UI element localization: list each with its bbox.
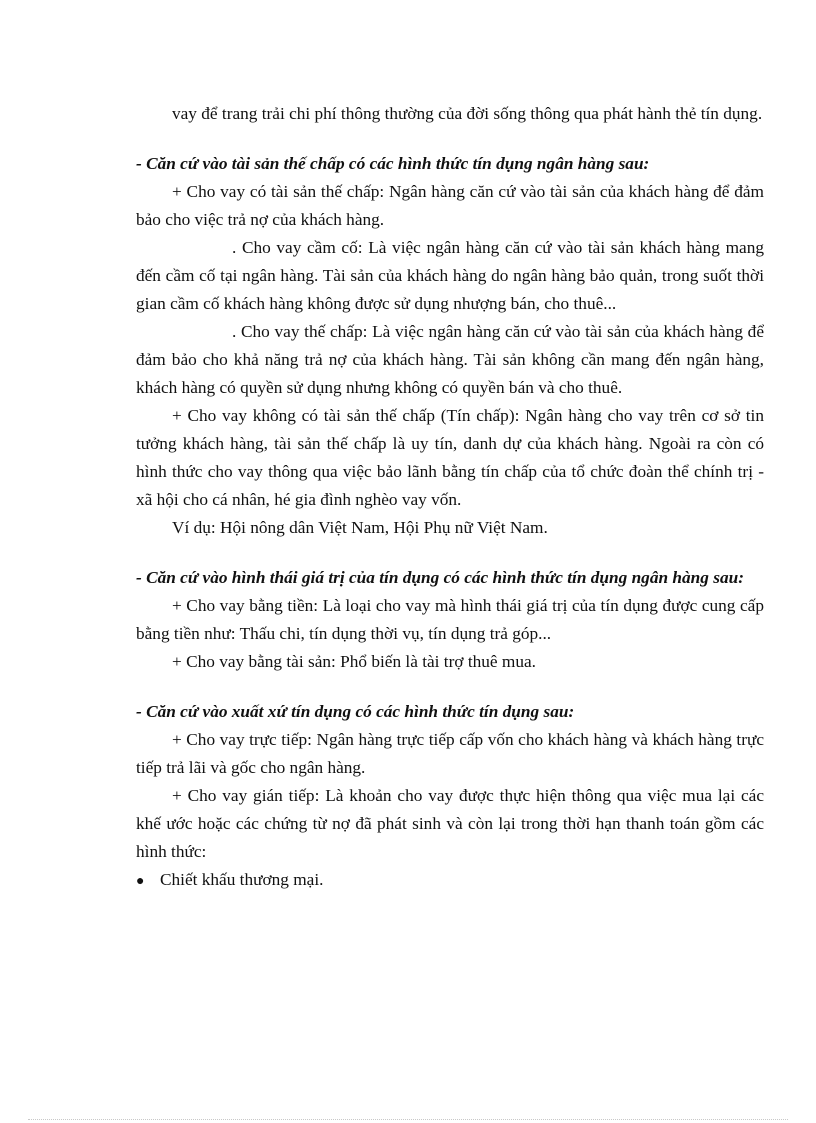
paragraph-secured-loan: + Cho vay có tài sản thế chấp: Ngân hàng căn cứ vào tài sản của khách hàng để đảm bảo cho việc trả nợ của khách hàng.: [136, 182, 764, 229]
paragraph-asset-loan: + Cho vay bằng tài sản: Phổ biến là tài trợ thuê mua.: [172, 652, 536, 671]
paragraph-indirect-loan: + Cho vay gián tiếp: Là khoản cho vay được thực hiện thông qua việc mua lại các khế ước hoặc các chứng từ nợ đã phát sinh và còn lại trong thời hạn thanh toán gồm các hình thức:: [136, 786, 764, 861]
heading-collateral: - Căn cứ vào tài sản thế chấp có các hình thức tín dụng ngân hàng sau:: [136, 154, 650, 173]
paragraph-mortgage-loan: . Cho vay thế chấp: Là việc ngân hàng căn cứ vào tài sản của khách hàng để đảm bảo cho khả năng trả nợ của khách hàng. Tài sản không cần mang đến ngân hàng, khách hàng có quyền sử dụng nhưng không có quyền bán và cho thuê.: [136, 322, 764, 397]
bullet-icon: ●: [136, 874, 145, 889]
paragraph-cash-loan: + Cho vay bằng tiền: Là loại cho vay mà hình thái giá trị của tín dụng được cung cấp bằng tiền như: Thấu chi, tín dụng thời vụ, tín dụng trả góp...: [136, 596, 764, 643]
paragraph-credit-card: vay để trang trải chi phí thông thường của đời sống thông qua phát hành thẻ tín dụng.: [172, 104, 763, 123]
list-item: [136, 866, 764, 896]
document-page: [136, 100, 764, 896]
page-footer-divider: [28, 1119, 788, 1120]
heading-origin: - Căn cứ vào xuất xứ tín dụng có các hình thức tín dụng sau:: [136, 702, 575, 721]
list-item-text: Chiết khấu thương mại.: [160, 870, 324, 889]
paragraph-example: Ví dụ: Hội nông dân Việt Nam, Hội Phụ nữ Việt Nam.: [172, 518, 548, 537]
paragraph-direct-loan: + Cho vay trực tiếp: Ngân hàng trực tiếp cấp vốn cho khách hàng và khách hàng trực tiếp trả lãi và gốc cho ngân hàng.: [136, 730, 764, 777]
paragraph-unsecured-loan: + Cho vay không có tài sản thế chấp (Tín chấp): Ngân hàng cho vay trên cơ sở tin tưởng khách hàng, tài sản thế chấp là uy tín, danh dự của khách hàng. Ngoài ra còn có hình thức cho vay thông qua việc bảo lãnh bằng tín chấp của tổ chức đoàn thể chính trị - xã hội cho cá nhân, hé gia đình nghèo vay vốn.: [136, 406, 764, 509]
paragraph-pledge-loan: . Cho vay cầm cố: Là việc ngân hàng căn cứ vào tài sản khách hàng mang đến cầm cố tại ngân hàng. Tài sản của khách hàng do ngân hàng bảo quản, trong suốt thời gian cầm cố khách hàng không được sử dụng nhượng bán, cho thuê...: [136, 238, 764, 313]
heading-value-form: - Căn cứ vào hình thái giá trị của tín dụng có các hình thức tín dụng ngân hàng sau:: [136, 568, 744, 587]
